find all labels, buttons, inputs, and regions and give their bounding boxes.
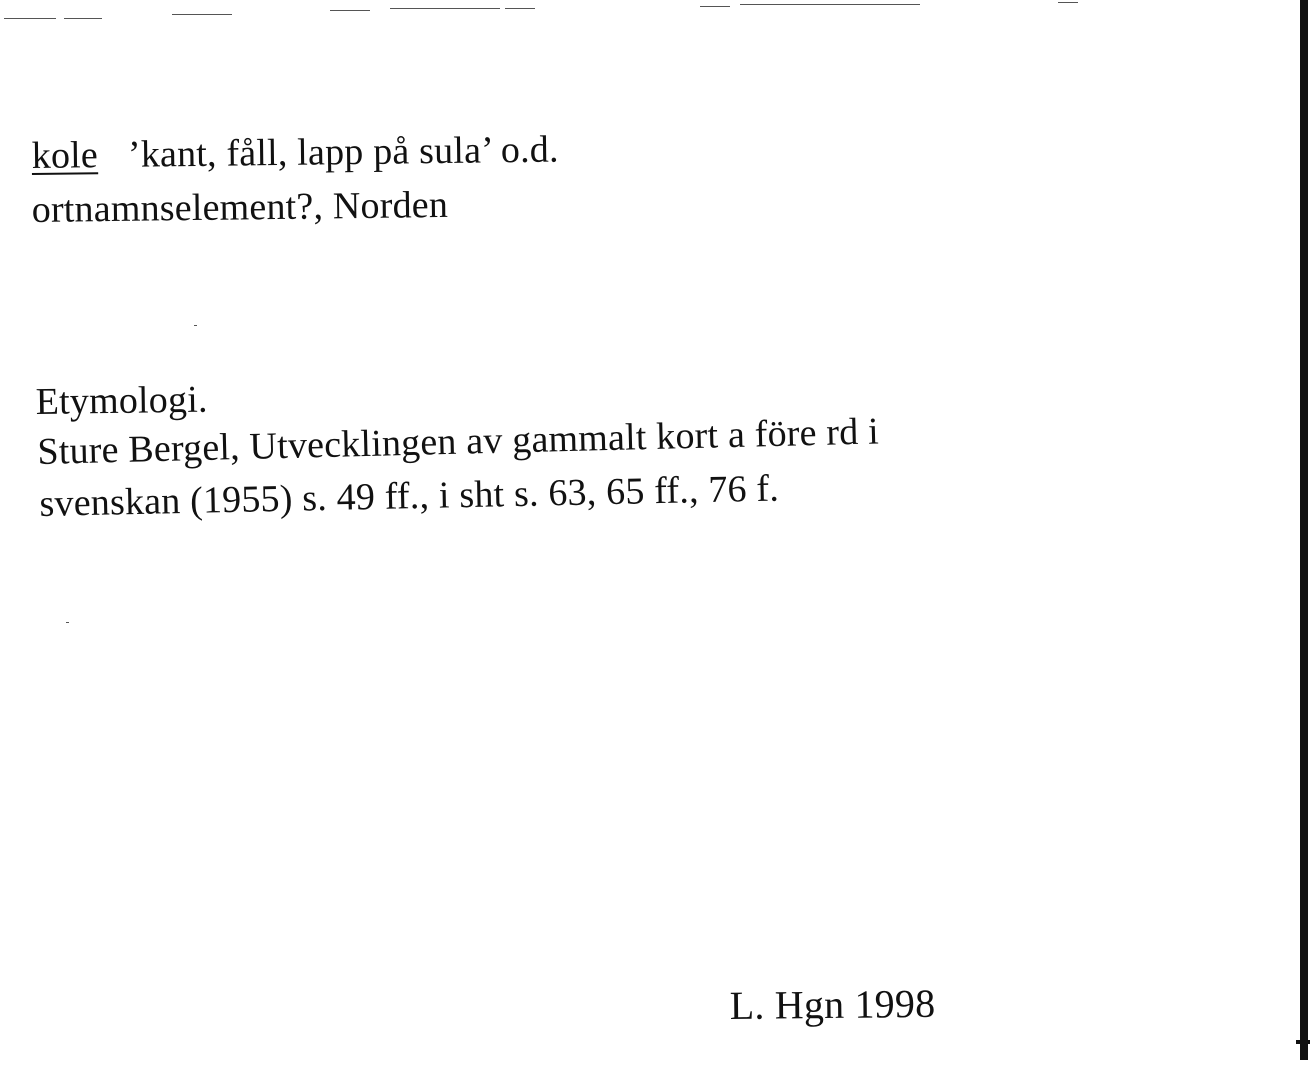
scan-speck [700,6,730,7]
signature: L. Hgn 1998 [729,980,936,1028]
entry-header-line [31,128,558,178]
scan-speck [1058,2,1078,3]
scan-speck [64,18,102,19]
scan-speck [4,18,56,19]
gloss: ’kant, fåll, lapp på sula’ o.d. [127,128,559,176]
scan-speck [390,8,500,9]
scan-speck [330,10,370,11]
scan-speck [740,4,920,5]
scan-speck [172,14,232,15]
headword: kole [31,134,99,178]
card-edge-foot [1296,1040,1310,1044]
scan-speck [505,8,535,9]
section-title: Etymologi. [35,378,208,424]
card-edge [1300,0,1308,1060]
scan-speck [66,622,69,623]
category-line: ortnamnselement?, Norden [31,183,449,232]
reference-line: svenskan (1955) s. 49 ff., i sht s. 63, 65 ff., 76 f. [39,467,780,526]
scan-speck [194,325,197,326]
reference-line: Sture Bergel, Utvecklingen av gammalt kort a före rd i [36,410,880,474]
